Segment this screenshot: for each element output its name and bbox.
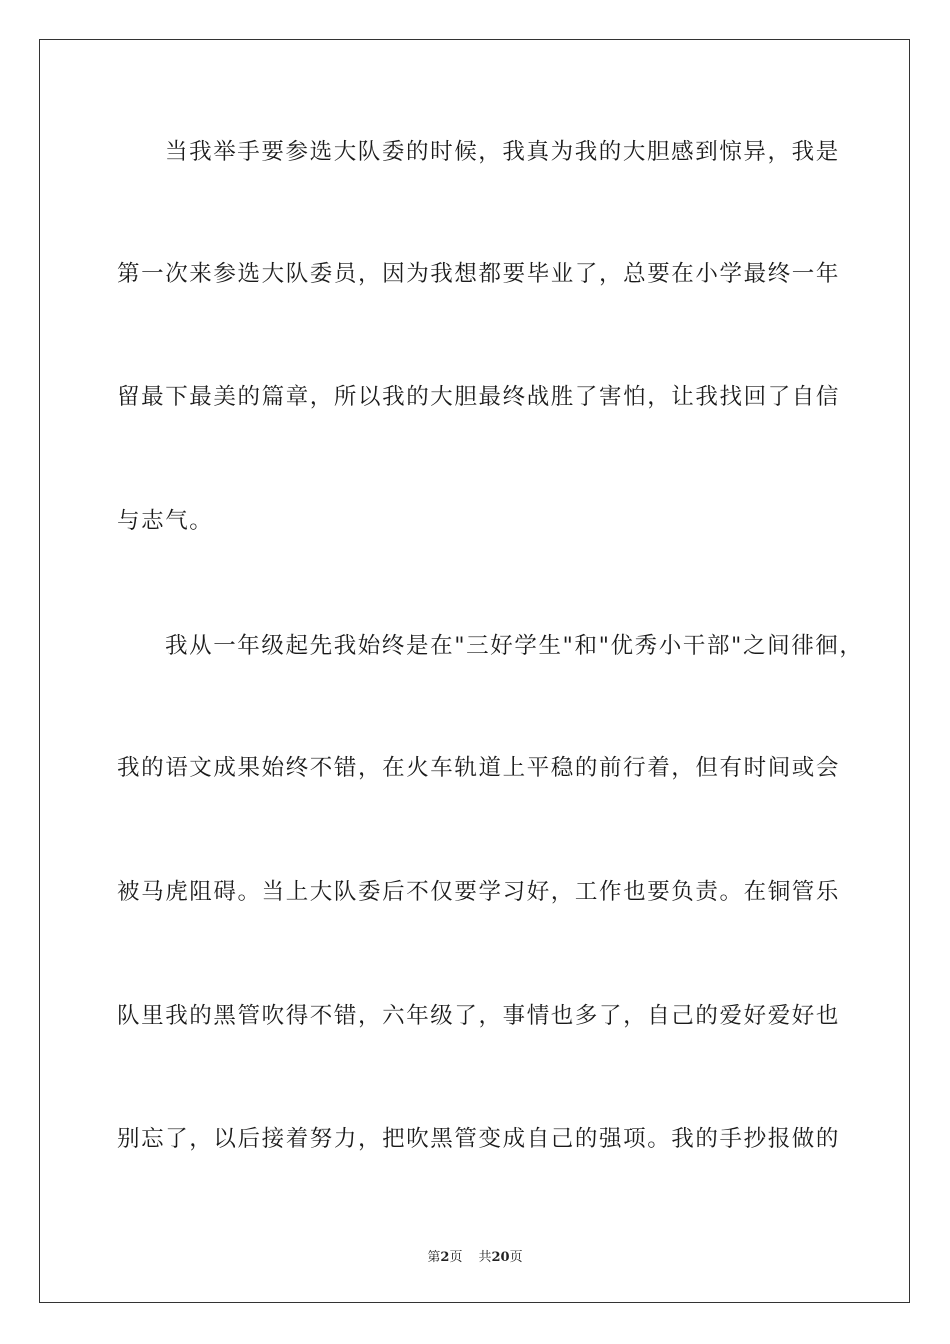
footer-page-suffix: 页 (449, 1250, 463, 1265)
paragraph-2-line-1: 我从一年级起先我始终是在"三好学生"和"优秀小干部"之间徘徊， (165, 633, 864, 659)
footer-total-prefix: 共 (478, 1250, 492, 1265)
paragraph-1-line-1: 当我举手要参选大队委的时候，我真为我的大胆感到惊异，我是 (165, 139, 840, 165)
footer-page-number: 2 (440, 1250, 450, 1265)
page-border (39, 39, 910, 1303)
paragraph-1-line-2: 第一次来参选大队委员，因为我想都要毕业了，总要在小学最终一年 (117, 261, 841, 287)
paragraph-2-line-3: 被马虎阻碍。当上大队委后不仅要学习好，工作也要负责。在铜管乐 (117, 879, 841, 905)
paragraph-2-line-2: 我的语文成果始终不错，在火车轨道上平稳的前行着，但有时间或会 (117, 755, 841, 781)
footer-total-pages: 20 (491, 1250, 510, 1265)
footer-total-suffix: 页 (509, 1250, 523, 1265)
paragraph-1-line-4: 与志气。 (117, 508, 214, 534)
footer-page-prefix: 第 (427, 1250, 441, 1265)
paragraph-2-line-4: 队里我的黑管吹得不错，六年级了，事情也多了，自己的爱好爱好也 (117, 1003, 841, 1029)
page-footer (0, 1249, 950, 1267)
paragraph-2-line-5: 别忘了，以后接着努力，把吹黑管变成自己的强项。我的手抄报做的 (117, 1126, 841, 1152)
paragraph-1-line-3: 留最下最美的篇章，所以我的大胆最终战胜了害怕，让我找回了自信 (117, 384, 841, 410)
